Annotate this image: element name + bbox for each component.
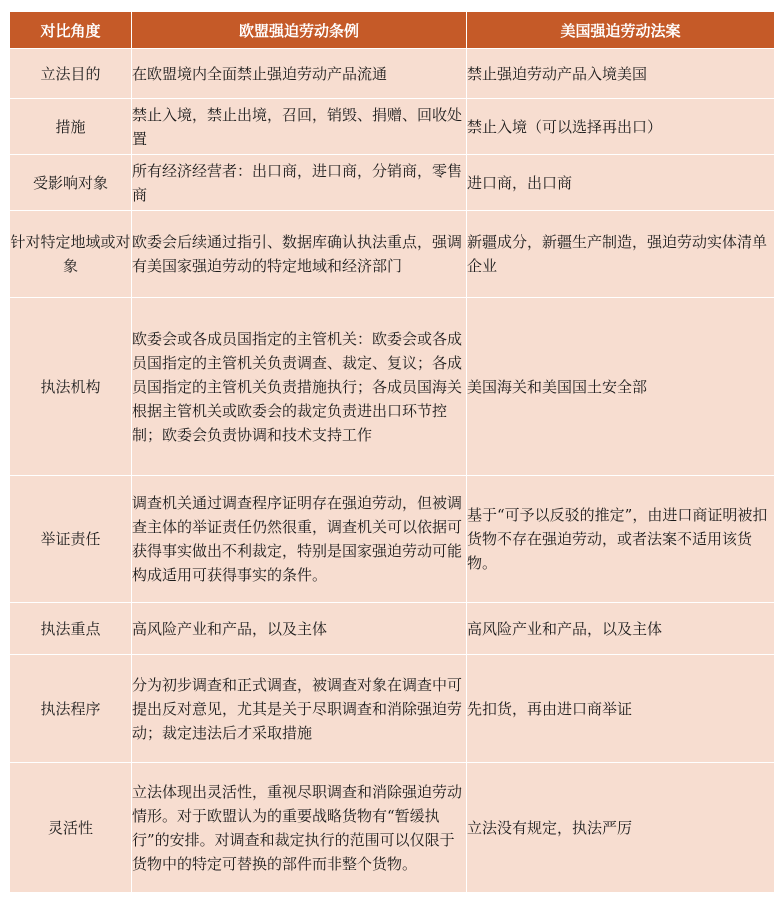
row-us-cell: 禁止入境（可以选择再出口） (467, 99, 775, 155)
row-aspect: 执法程序 (10, 655, 132, 763)
comparison-table (9, 11, 775, 893)
header-eu-regulation: 欧盟强迫劳动条例 (132, 12, 467, 49)
table-row (10, 211, 775, 298)
row-eu-cell: 在欧盟境内全面禁止强迫劳动产品流通 (132, 49, 467, 99)
row-eu-cell: 分为初步调查和正式调查，被调查对象在调查中可提出反对意见，尤其是关于尽职调查和消除强迫劳动；裁定违法后才采取措施 (132, 655, 467, 763)
table-row (10, 49, 775, 99)
row-us-cell: 立法没有规定，执法严厉 (467, 763, 775, 893)
row-us-cell: 基于“可予以反驳的推定”，由进口商证明被扣货物不存在强迫劳动，或者法案不适用该货物。 (467, 476, 775, 603)
row-aspect: 举证责任 (10, 476, 132, 603)
table-row (10, 155, 775, 211)
row-eu-cell: 欧委会后续通过指引、数据库确认执法重点，强调有美国家强迫劳动的特定地域和经济部门 (132, 211, 467, 298)
row-eu-cell: 高风险产业和产品，以及主体 (132, 603, 467, 655)
row-aspect: 灵活性 (10, 763, 132, 893)
table-row (10, 603, 775, 655)
row-aspect: 执法机构 (10, 298, 132, 476)
table-row (10, 99, 775, 155)
row-aspect: 针对特定地域或对象 (10, 211, 132, 298)
row-eu-cell: 调查机关通过调查程序证明存在强迫劳动，但被调查主体的举证责任仍然很重，调查机关可以依据可获得事实做出不利裁定，特别是国家强迫劳动可能构成适用可获得事实的条件。 (132, 476, 467, 603)
row-aspect: 立法目的 (10, 49, 132, 99)
row-eu-cell: 欧委会或各成员国指定的主管机关：欧委会或各成员国指定的主管机关负责调查、裁定、复议；各成员国指定的主管机关负责措施执行；各成员国海关根据主管机关或欧委会的裁定负责进出口环节控制；欧委会负责协调和技术支持工作 (132, 298, 467, 476)
table-row (10, 763, 775, 893)
table-header-row (10, 12, 775, 49)
row-us-cell: 高风险产业和产品，以及主体 (467, 603, 775, 655)
table-row (10, 655, 775, 763)
header-aspect: 对比角度 (10, 12, 132, 49)
row-aspect: 措施 (10, 99, 132, 155)
row-us-cell: 新疆成分，新疆生产制造，强迫劳动实体清单企业 (467, 211, 775, 298)
row-eu-cell: 所有经济经营者：出口商，进口商，分销商，零售商 (132, 155, 467, 211)
row-eu-cell: 禁止入境，禁止出境，召回，销毁、捐赠、回收处置 (132, 99, 467, 155)
header-us-act: 美国强迫劳动法案 (467, 12, 775, 49)
table-row (10, 476, 775, 603)
row-us-cell: 禁止强迫劳动产品入境美国 (467, 49, 775, 99)
row-us-cell: 进口商，出口商 (467, 155, 775, 211)
row-aspect: 受影响对象 (10, 155, 132, 211)
row-aspect: 执法重点 (10, 603, 132, 655)
row-us-cell: 美国海关和美国国土安全部 (467, 298, 775, 476)
row-us-cell: 先扣货，再由进口商举证 (467, 655, 775, 763)
row-eu-cell: 立法体现出灵活性，重视尽职调查和消除强迫劳动情形。对于欧盟认为的重要战略货物有“暂缓执行”的安排。对调查和裁定执行的范围可以仅限于货物中的特定可替换的部件而非整个货物。 (132, 763, 467, 893)
table-row (10, 298, 775, 476)
